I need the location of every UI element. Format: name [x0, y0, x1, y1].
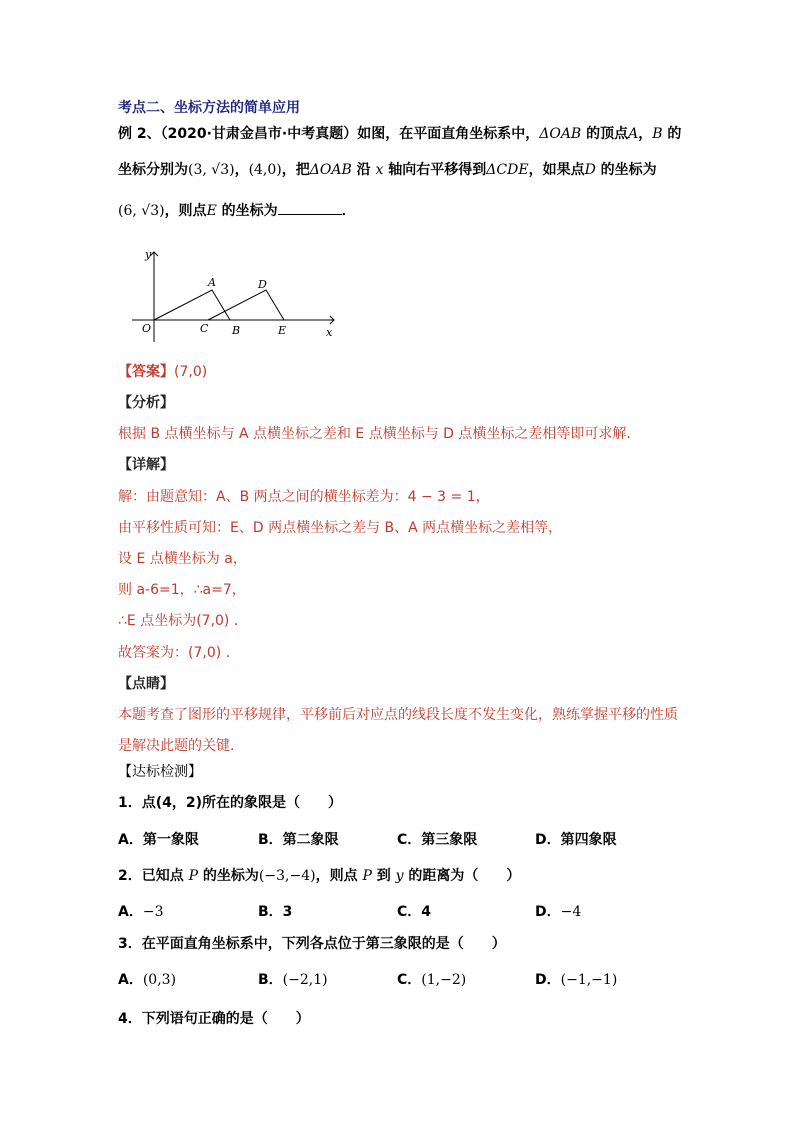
coord-a: (3, √3) — [188, 162, 235, 178]
label-b: B — [232, 324, 241, 337]
label-a: A — [208, 276, 216, 289]
triangle-cde: ΔCDE — [486, 162, 529, 178]
q2-option-a: A．−3 — [118, 904, 164, 920]
q3-option-b: B．(−2,1) — [258, 972, 328, 988]
comment-label: 【点睛】 — [118, 676, 174, 692]
q1-option-b: B．第二象限 — [258, 832, 339, 848]
example-line-1: 例 2、（2020·甘肃金昌市·中考真题）如图，在平面直角坐标系中，ΔOAB 的顶点A，B 的 — [118, 126, 682, 142]
q2-option-b: B．3 — [258, 904, 293, 920]
answer-line — [118, 362, 207, 382]
label-d: D — [258, 278, 267, 291]
triangle-oab: ΔOAB — [539, 126, 582, 142]
detail-label: 【详解】 — [118, 457, 174, 473]
detail-line-6: 故答案为：(7,0) ． — [118, 645, 240, 661]
analysis-text: 根据 B 点横坐标与 A 点横坐标之差和 E 点横坐标与 D 点横坐标之差相等即可求解． — [118, 426, 641, 442]
q1-option-a: A．第一象限 — [118, 832, 199, 848]
answer-label: 【答案】 — [118, 364, 174, 380]
q3-option-c: C．(1,−2) — [397, 972, 467, 988]
section-title: 考点二、坐标方法的简单应用 — [118, 100, 300, 116]
analysis-label: 【分析】 — [118, 395, 174, 411]
example-line-2: 坐标分别为(3, √3)，(4,0)，把ΔOAB 沿 x 轴向右平移得到ΔCDE，如果点D 的坐标为 — [118, 162, 657, 178]
q3-option-a: A．(0,3) — [118, 972, 177, 988]
comment-line-1: 本题考查了图形的平移规律，平移前后对应点的线段长度不发生变化，熟练掌握平移的性质 — [118, 707, 678, 723]
label-x: x — [326, 326, 333, 339]
q1-option-d: D．第四象限 — [535, 832, 617, 848]
label-c: C — [200, 322, 209, 335]
triangle-cde-shape — [208, 290, 284, 320]
detail-line-2: 由平移性质可知：E、D 两点横坐标之差与 B、A 两点横坐标之差相等， — [118, 520, 563, 536]
q2-option-d: D．−4 — [535, 904, 582, 920]
triangle-oab-shape — [154, 290, 230, 320]
label-e: E — [278, 324, 287, 337]
label-o: O — [142, 322, 152, 335]
coord-b: (4,0) — [248, 162, 282, 178]
example-label: 例 2、 — [118, 126, 161, 142]
answer-value: (7,0) — [174, 364, 208, 380]
q2-option-c: C．4 — [397, 904, 432, 920]
check-heading: 【达标检测】 — [118, 764, 202, 780]
q1-option-c: C．第三象限 — [397, 832, 478, 848]
detail-line-4: 则 a-6=1，∴a=7， — [118, 582, 246, 598]
label-y: y — [145, 248, 152, 261]
example-line-3: (6, √3)，则点E 的坐标为 ． — [118, 200, 356, 221]
question-4-stem: 4．下列语句正确的是（ ） — [118, 1011, 310, 1027]
detail-line-1: 解：由题意知：A、B 两点之间的横坐标差为：4 − 3 = 1， — [118, 489, 490, 505]
comment-line-2: 是解决此题的关键. — [118, 738, 235, 754]
q3-option-d: D．(−1,−1) — [535, 972, 618, 988]
answer-blank — [278, 200, 342, 215]
coordinate-figure — [128, 246, 338, 346]
example-source: （2020·甘肃金昌市·中考真题） — [160, 126, 358, 142]
question-2-stem: 2．已知点 P 的坐标为(−3,−4)，则点 P 到 y 的距离为（ ） — [118, 868, 521, 884]
question-1-stem: 1．点(4，2)所在的象限是（ ） — [118, 795, 343, 811]
question-3-stem: 3．在平面直角坐标系中，下列各点位于第三象限的是（ ） — [118, 936, 506, 952]
detail-line-3: 设 E 点横坐标为 a， — [118, 551, 247, 567]
detail-line-5: ∴E 点坐标为(7,0) ． — [118, 613, 248, 629]
coord-d: (6, √3) — [118, 203, 165, 219]
